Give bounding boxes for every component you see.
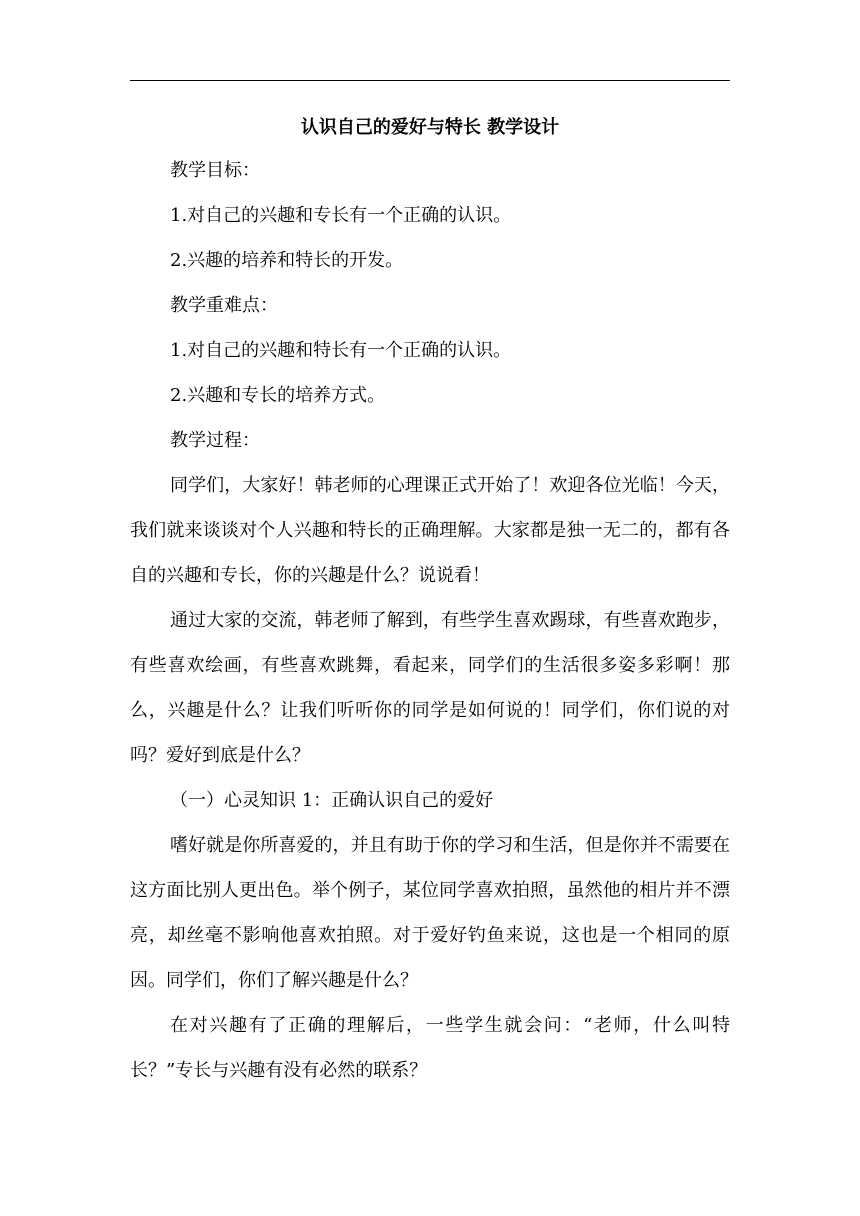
section-heading-process: 教学过程： <box>170 430 260 451</box>
key-point-item-1: 1.对自己的兴趣和特长有一个正确的认识。 <box>170 340 512 361</box>
body-paragraph: 通过大家的交流，韩老师了解到，有些学生喜欢踢球，有些喜欢跑步，有些喜欢绘画，有些喜欢跳舞，看起来，同学们的生活很多姿多彩啊！那么，兴趣是什么？让我们听听你的同学是如何说的！同学们，你们说的对吗？爱好到底是什么？ <box>130 610 730 766</box>
section-heading-objectives: 教学目标： <box>170 160 260 181</box>
body-paragraph: 嗜好就是你所喜爱的，并且有助于你的学习和生活，但是你并不需要在这方面比别人更出色。举个例子，某位同学喜欢拍照，虽然他的相片并不漂亮，却丝毫不影响他喜欢拍照。对于爱好钓鱼来说，这也是一个相同的原因。同学们，你们了解兴趣是什么？ <box>130 835 730 991</box>
objective-item-1: 1.对自己的兴趣和专长有一个正确的认识。 <box>170 205 512 226</box>
subsection-heading: （一）心灵知识 1：正确认识自己的爱好 <box>170 790 494 811</box>
document-title: 认识自己的爱好与特长 教学设计 <box>300 117 560 138</box>
body-paragraph: 在对兴趣有了正确的理解后，一些学生就会问：“老师，什么叫特长？”专长与兴趣有没有必然的联系？ <box>130 1015 730 1081</box>
body-paragraph: 同学们，大家好！韩老师的心理课正式开始了！欢迎各位光临！今天，我们就来谈谈对个人兴趣和特长的正确理解。大家都是独一无二的，都有各自的兴趣和专长，你的兴趣是什么？说说看！ <box>130 475 730 586</box>
header-rule <box>130 80 730 81</box>
section-heading-key-points: 教学重难点： <box>170 295 278 316</box>
document-body <box>130 108 730 1093</box>
key-point-item-2: 2.兴趣和专长的培养方式。 <box>170 385 386 406</box>
objective-item-2: 2.兴趣的培养和特长的开发。 <box>170 250 404 271</box>
